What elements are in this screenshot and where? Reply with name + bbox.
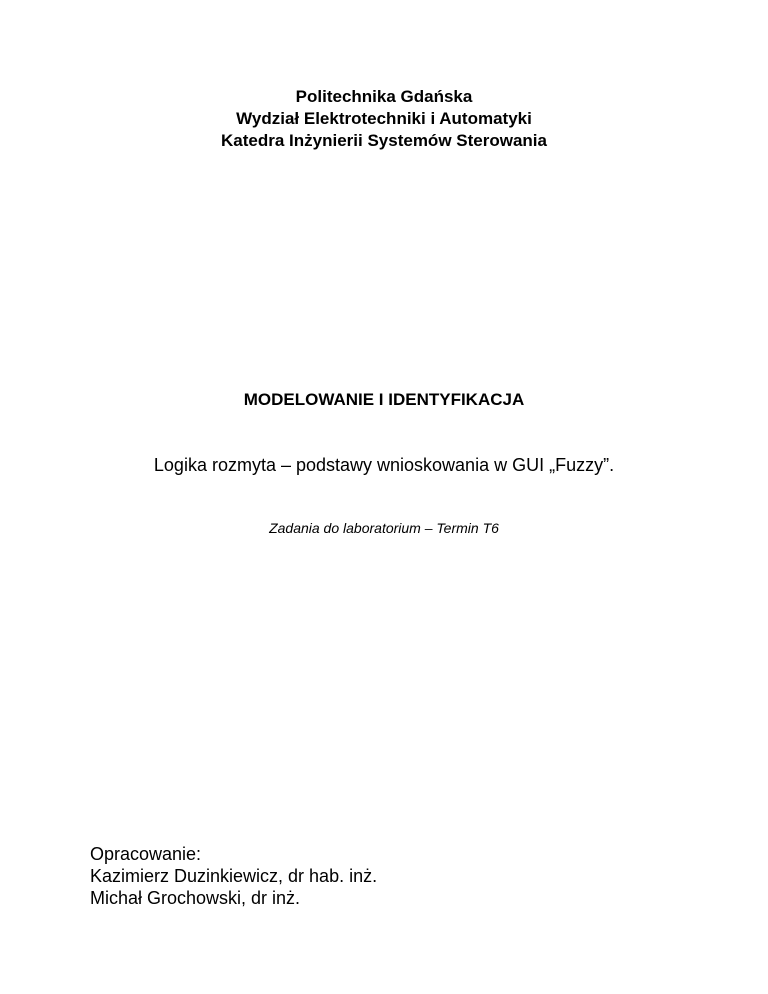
topic-title: Logika rozmyta – podstawy wnioskowania w GUI „Fuzzy”. bbox=[153, 455, 615, 475]
subtitle: Zadania do laboratorium – Termin T6 bbox=[269, 520, 499, 536]
authors-section bbox=[90, 843, 377, 909]
faculty-name: Wydział Elektrotechniki i Automatyki bbox=[236, 109, 532, 128]
course-title: MODELOWANIE I IDENTYFIKACJA bbox=[243, 390, 525, 409]
university-name: Politechnika Gdańska bbox=[295, 87, 473, 106]
institution-header bbox=[0, 86, 768, 152]
author-name: Michał Grochowski, dr inż. bbox=[90, 888, 301, 908]
department-name: Katedra Inżynierii Systemów Sterowania bbox=[221, 131, 547, 150]
author-name: Kazimierz Duzinkiewicz, dr hab. inż. bbox=[90, 866, 378, 886]
authors-label: Opracowanie: bbox=[90, 844, 202, 864]
